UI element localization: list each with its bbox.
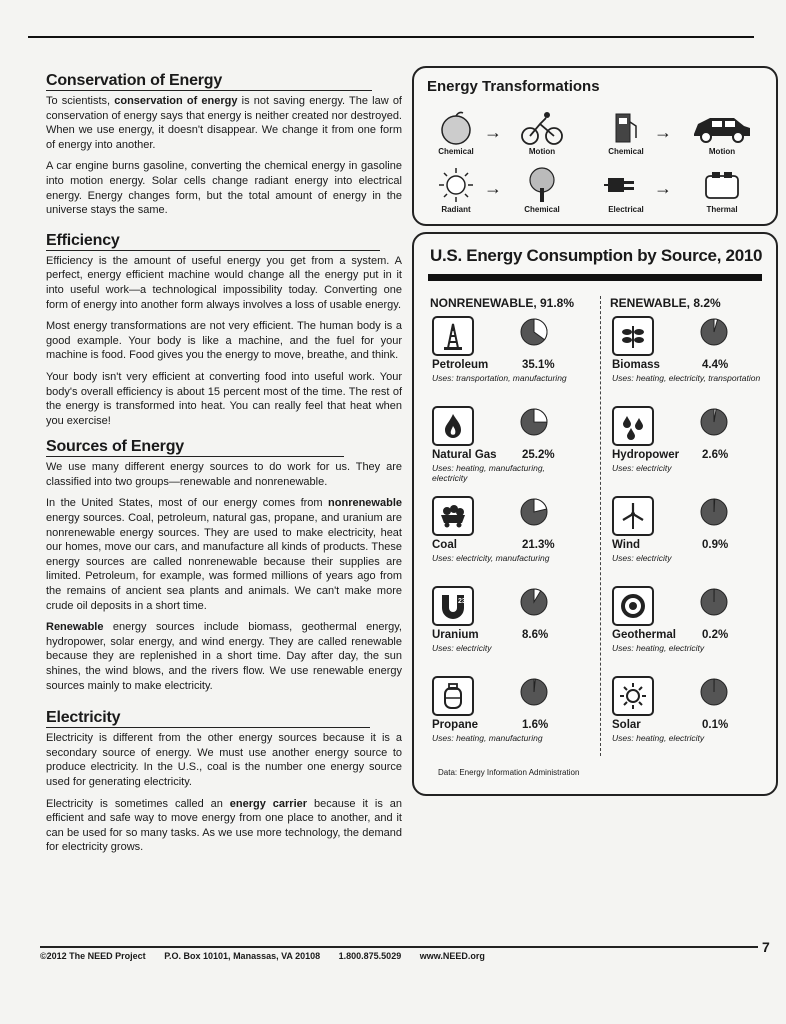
bold-term: Renewable xyxy=(46,621,104,634)
transformation-item xyxy=(512,110,572,156)
source-wind xyxy=(612,496,782,576)
paragraph xyxy=(46,797,402,855)
uranium-icon xyxy=(432,586,474,626)
source-name: Coal xyxy=(432,539,457,551)
transformation-item xyxy=(596,166,656,214)
source-name: Geothermal xyxy=(612,629,676,641)
arrow-right-icon: → xyxy=(484,178,502,198)
address: P.O. Box 10101, Manassas, VA 20108 xyxy=(164,951,321,961)
sun-icon xyxy=(436,166,476,204)
propane-tank-icon xyxy=(432,676,474,716)
source-percent: 35.1% xyxy=(522,359,555,371)
source-percent: 2.6% xyxy=(702,449,729,461)
source-uses: Uses: transportation, manufacturing xyxy=(432,373,567,383)
source-name: Uranium xyxy=(432,629,479,641)
caption: Electrical xyxy=(608,205,644,214)
text: energy sources include biomass, geothermal energy, hydropower, solar energy, and wind energy. They are called renewable because they are replenished in a short time. Day after day, the sun shines, the wind blows, and the rivers flow. We use renewable energy sources mainly to make electricity. xyxy=(46,621,402,692)
section-title: Electricity xyxy=(46,709,370,728)
source-percent: 4.4% xyxy=(702,359,729,371)
earth-core-icon xyxy=(612,586,654,626)
consumption-box xyxy=(412,232,778,796)
bold-term: conservation of energy xyxy=(114,95,238,107)
oil-derrick-icon xyxy=(432,316,474,356)
share-pie xyxy=(700,318,728,351)
bold-term: energy carrier xyxy=(229,797,308,810)
paragraph: Efficiency is the amount of useful energy you get from a system. A perfect, energy efficient machine would change all the energy put in it into useful work—a technological impossibility today. Converting one form of energy into another form always involves a loss of usable energy. xyxy=(46,254,402,311)
caption: Motion xyxy=(528,147,556,156)
footer xyxy=(40,951,501,961)
apple-icon xyxy=(437,110,475,146)
source-biomass xyxy=(612,316,782,396)
source-percent: 0.9% xyxy=(702,539,729,551)
section-conservation xyxy=(46,72,402,218)
wind-turbine-icon xyxy=(612,496,654,536)
source-percent: 0.2% xyxy=(702,629,729,641)
plant-icon xyxy=(612,316,654,356)
source-solar xyxy=(612,676,782,756)
coal-cart-icon xyxy=(432,496,474,536)
caption: Radiant xyxy=(441,205,471,214)
box-title: U.S. Energy Consumption by Source, 2010 xyxy=(430,246,763,265)
top-rule xyxy=(28,36,754,38)
section-sources xyxy=(46,438,402,693)
source-name: Solar xyxy=(612,719,641,731)
paragraph: Your body isn't very efficient at converting food into useful work. Your body's overall efficiency is about 15 percent most of the time. The rest of the energy is transformed into heat. You can really feel that heat when you exercise! xyxy=(46,370,402,427)
source-percent: 0.1% xyxy=(702,719,729,731)
cyclist-icon xyxy=(520,110,564,146)
box-title: Energy Transformations xyxy=(427,78,600,95)
source-name: Wind xyxy=(612,539,640,551)
source-uses: Uses: heating, electricity xyxy=(612,643,705,653)
caption: Chemical xyxy=(524,205,560,214)
data-source: Data: Energy Information Administration xyxy=(438,768,580,777)
share-pie xyxy=(700,408,728,441)
arrow-right-icon: → xyxy=(654,178,672,198)
source-percent: 1.6% xyxy=(522,719,549,731)
source-name: Propane xyxy=(432,719,479,731)
caption: Chemical xyxy=(608,147,644,156)
gas-pump-icon xyxy=(611,110,641,146)
paragraph: Electricity is different from the other energy sources because it is a secondary source of energy. We must use another energy source to produce electricity. In the U.S., coal is the number one energy source used for generating electricity. xyxy=(46,732,402,788)
source-uranium xyxy=(432,586,602,666)
source-name: Hydropower xyxy=(612,449,680,461)
sun-icon xyxy=(612,676,654,716)
share-pie xyxy=(700,588,728,621)
share-pie xyxy=(520,408,548,441)
paragraph xyxy=(46,496,402,613)
renewable-heading: RENEWABLE, 8.2% xyxy=(610,296,721,310)
arrow-right-icon: → xyxy=(484,122,502,142)
section-electricity xyxy=(46,709,402,855)
flame-icon xyxy=(432,406,474,446)
source-uses: Uses: heating, electricity xyxy=(612,733,705,743)
source-natural-gas xyxy=(432,406,602,486)
transformation-item xyxy=(596,110,656,156)
section-title: Conservation of Energy xyxy=(46,72,372,91)
source-coal xyxy=(432,496,602,576)
text: because it is an efficient and safe way to move energy from one place to another, and it can be used for so many tasks. As we use more technology, the demand for electricity grows. xyxy=(46,797,402,854)
source-uses: Uses: heating, manufacturing, electricity xyxy=(432,463,545,483)
footer-rule xyxy=(40,946,758,948)
phone: 1.800.875.5029 xyxy=(338,951,402,961)
text: energy sources. Coal, petroleum, natural gas, propane, and uranium are nonrenewable energy sources. They are used to make electricity, heat our homes, move our cars, and manufacture all kinds of products. These energy sources are called nonrenewable because their supplies are limited. Petroleum, for example, was formed millions of years ago from the remains of ancient sea plants and animals. We can't make more crude oil deposits in a short time. xyxy=(46,512,402,612)
paragraph: We use many different energy sources to do work for us. They are classified into two groups—renewable and nonrenewable. xyxy=(46,461,402,488)
source-name: Natural Gas xyxy=(432,449,497,461)
text: Electricity is sometimes called an xyxy=(46,797,230,810)
energy-transformations-box xyxy=(412,66,778,226)
water-drops-icon xyxy=(612,406,654,446)
source-uses: Uses: heating, manufacturing xyxy=(432,733,543,743)
source-petroleum xyxy=(432,316,602,396)
source-percent: 25.2% xyxy=(522,449,555,461)
transformation-item xyxy=(512,166,572,214)
transformation-item xyxy=(426,110,486,156)
page-number: 7 xyxy=(762,939,770,955)
source-name: Petroleum xyxy=(432,359,489,371)
text: In the United States, most of our energy comes from xyxy=(46,497,329,510)
copyright: ©2012 The NEED Project xyxy=(40,951,146,961)
transformation-item xyxy=(682,110,762,156)
share-pie xyxy=(520,588,548,621)
website-link[interactable]: www.NEED.org xyxy=(419,951,485,961)
section-efficiency xyxy=(46,232,402,429)
tree-icon xyxy=(522,166,562,204)
share-pie xyxy=(700,498,728,531)
transformation-item xyxy=(682,166,762,214)
source-hydropower xyxy=(612,406,782,486)
paragraph xyxy=(46,620,402,693)
source-percent: 8.6% xyxy=(522,629,549,641)
transformation-row-2 xyxy=(426,166,766,236)
paragraph: Most energy transformations are not very efficient. The human body is a good example. Your body is like a machine, and the fuel for your machine is food. Food gives you the energy to move, breathe, and think. xyxy=(46,320,402,362)
plug-icon xyxy=(604,166,648,204)
nonrenewable-heading: NONRENEWABLE, 91.8% xyxy=(430,296,575,310)
text: To scientists, xyxy=(46,95,115,107)
section-title: Efficiency xyxy=(46,232,380,251)
source-geothermal xyxy=(612,586,782,666)
source-name: Biomass xyxy=(612,359,660,371)
source-uses: Uses: electricity xyxy=(612,553,672,563)
title-bar xyxy=(428,274,762,281)
share-pie xyxy=(520,678,548,711)
section-title: Sources of Energy xyxy=(46,438,344,457)
caption: Thermal xyxy=(706,205,738,214)
article-column xyxy=(46,72,402,863)
share-pie xyxy=(520,498,548,531)
transformation-item xyxy=(426,166,486,214)
car-icon xyxy=(690,110,754,146)
paragraph xyxy=(46,94,402,152)
source-propane xyxy=(432,676,602,756)
caption: Motion xyxy=(708,147,736,156)
text: is not saving energy. The law of conservation of energy says that energy is neither created nor destroyed. When we use energy, it doesn't disappear. We change it from one form of energy into another. xyxy=(46,95,402,151)
svg-text:235: 235 xyxy=(458,598,470,605)
share-pie xyxy=(520,318,548,351)
source-percent: 21.3% xyxy=(522,539,555,551)
paragraph: A car engine burns gasoline, converting the chemical energy in gasoline into motion energy. Solar cells change radiant energy into electrical energy. Energy changes form, but the total amount of energy in the universe stays the same. xyxy=(46,160,402,217)
toaster-icon xyxy=(700,166,744,204)
source-uses: Uses: heating, electricity, transportation xyxy=(612,373,761,383)
caption: Chemical xyxy=(438,147,474,156)
share-pie xyxy=(700,678,728,711)
bold-term: nonrenewable xyxy=(328,497,402,510)
source-uses: Uses: electricity xyxy=(432,643,492,653)
source-uses: Uses: electricity xyxy=(612,463,672,473)
source-uses: Uses: electricity, manufacturing xyxy=(432,553,550,563)
arrow-right-icon: → xyxy=(654,122,672,142)
pie-slice xyxy=(534,409,547,422)
